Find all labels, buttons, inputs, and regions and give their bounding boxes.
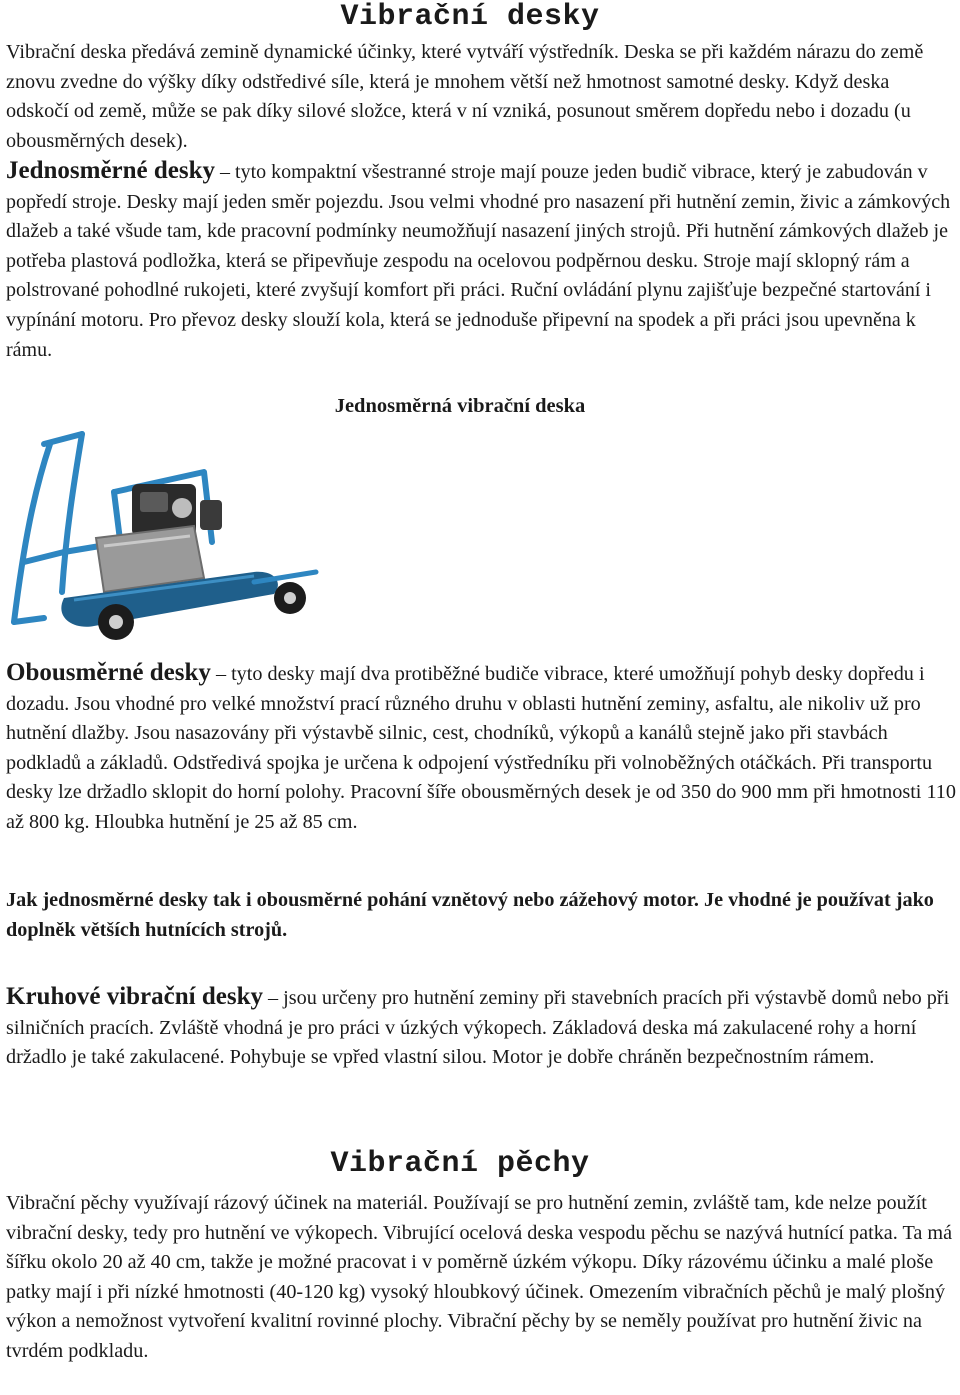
plates-intro-paragraph: Vibrační deska předává zemině dynamické účinky, které vytváří výstředník. Deska se při každém nárazu do země znovu zvedne do výšky díky odstředivé síle, která je mnohem větší než hmotnost samotné desky. Když deska odskočí od země, může se pak díky silové složce, která v ní vzniká, posunout směrem dopředu nebo i dozadu (u obousměrných desek). — [6, 41, 924, 152]
two-way-text: – tyto desky mají dva protiběžné budiče vibrace, které umožňují pohyb desky dopředu i dozadu. Jsou vhodné pro velké množství prací různého druhu v oblasti hutnění zeminy, asfaltu, ale nikoliv už pro hutnění dlažby. Jsou nasazovány při výstavbě silnic, cest, chodníků, výkopů a kanálů stejně jako při stavbách podkladů a základů. Odstředivá spojka je určena k odpojení výstředníku při volnoběžných otáčkách. Při transportu desky lze držadlo sklopit do horní polohy. Pracovní šíře obousměrných desek je od 350 do 900 mm při hmotnosti 110 až 800 kg. Hloubka hutnění je 25 až 85 cm. — [6, 663, 956, 833]
round-plates-text: – jsou určeny pro hutnění zeminy při stavebních pracích při výstavbě domů nebo při silničních pracích. Zvláště vhodná je pro práci v úzkých výkopech. Základová deska má zakulacené rohy a horní držadlo je také zakulacené. Pohybuje se vpřed vlastní silou. Motor je dobře chráněn bezpečnostním rámem. — [6, 987, 950, 1069]
engines-note: Jak jednosměrné desky tak i obousměrné pohání vznětový nebo zážehový motor. Je vhodné je používat jako doplněk větších hutnících strojů. — [6, 889, 934, 941]
vibratory-plate-figure — [4, 422, 384, 658]
round-plates-paragraph — [6, 982, 956, 1073]
one-way-text: – tyto kompaktní všestranné stroje mají pouze jeden budič vibrace, který je zabudován v popředí stroje. Desky mají jeden směr pojezdu. Jsou velmi vhodné pro nasazení při hutnění zemin, živic a zámkových dlažeb a také všude tam, kde pracovní podmínky neumožňují nasazení jiných strojů. Při hutnění zámkových dlažeb je potřeba plastová podložka, která se připevňuje zespodu na ocelovou podpěrnou desku. Stroje mají sklopný rám a polstrované pohodlné rukojeti, které zvyšují komfort při práci. Ruční ovládání plynu zajišťuje bezpečné startování i vypínání motoru. Pro převoz desky slouží kola, která se jednoduše připevní na spodek a při práci jsou upevněna k rámu. — [6, 161, 951, 361]
two-way-paragraph — [6, 658, 956, 838]
figure-caption: Jednosměrná vibrační deska — [334, 395, 586, 417]
round-plates-lead: Kruhové vibrační desky — [6, 983, 263, 1010]
one-way-paragraph — [6, 156, 956, 365]
section-title-plates: Vibrační desky — [340, 0, 600, 34]
section-title-rammers: Vibrační pěchy — [330, 1147, 590, 1181]
rammers-paragraph: Vibrační pěchy využívají rázový účinek na materiál. Používají se pro hutnění zemin, zvláště tam, kde nelze použít vibrační desky, tedy pro hutnění ve výkopech. Vibrující ocelová deska vespodu pěchu se nazývá hutnící patka. Ta má šířku okolo 20 až 40 cm, takže je možné pracovat i v poměrně úzkém výkopu. Díky rázovému účinku a malé ploše patky mají i při nízké hmotnosti (40-120 kg) vysoký hloubkový účinek. Omezením vibračních pěchů je malý plošný výkon a nemožnost vytvoření kvalitní rovinné plochy. Vibrační pěchy by se neměly používat pro hutnění živic na tvrdém podkladu. — [6, 1192, 953, 1362]
two-way-lead: Obousměrné desky — [6, 659, 211, 686]
one-way-lead: Jednosměrné desky — [6, 157, 216, 184]
vibratory-plate-compactor-icon — [4, 422, 384, 658]
